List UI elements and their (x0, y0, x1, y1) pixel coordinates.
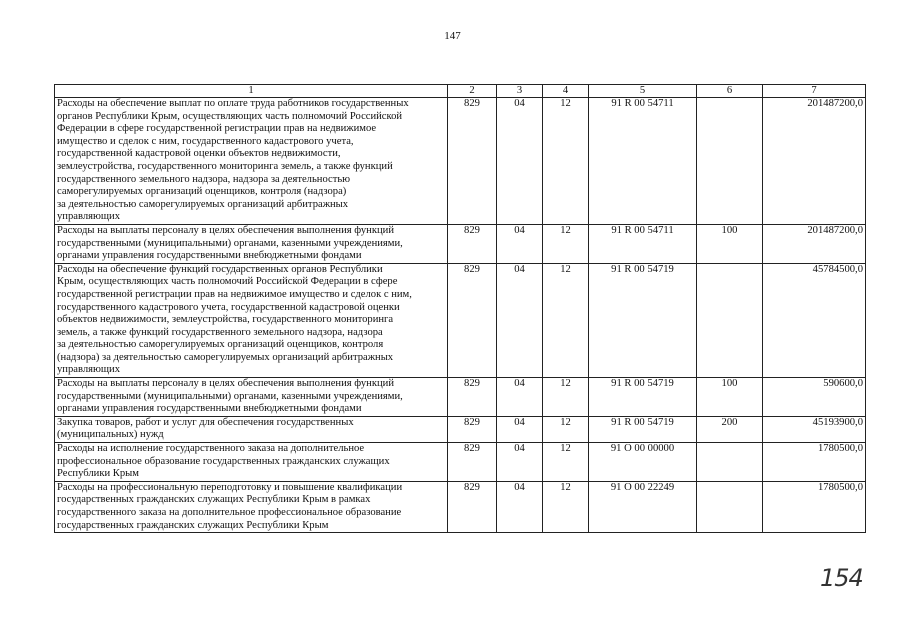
subsection-code-cell: 12 (543, 98, 589, 225)
description-line: Расходы на профессиональную переподготовку и повышение квалификации (57, 481, 403, 493)
amount-cell: 201487200,0 (763, 224, 866, 263)
amount-cell: 45193900,0 (763, 416, 866, 442)
subsection-code-cell: 12 (543, 481, 589, 532)
description-line: имущество и сделок с ним, государственного кадастрового учета, (57, 135, 354, 147)
column-header: 7 (763, 85, 866, 98)
ministry-code-cell: 829 (448, 481, 497, 532)
subsection-code-cell: 12 (543, 263, 589, 377)
description-line: государственными (муниципальными) органами, казенными учреждениями, (57, 390, 403, 402)
ministry-code-cell: 829 (448, 416, 497, 442)
description-line: объектов недвижимости, землеустройства, государственного мониторинга (57, 314, 394, 326)
page-number: 147 (444, 30, 461, 42)
table-row (55, 263, 866, 377)
description-line: органами управления государственными внебюджетными фондами (57, 403, 362, 415)
section-code-cell: 04 (497, 224, 543, 263)
description-line: государственных гражданских служащих Республики Крым в рамках (57, 494, 371, 506)
description-line: государственной кадастровой оценки объектов недвижимости, (57, 148, 341, 160)
subsection-code-cell: 12 (543, 224, 589, 263)
description-line: управляющих (57, 364, 121, 376)
header-row (55, 85, 866, 98)
subsection-code-cell: 12 (543, 443, 589, 482)
description-line: за деятельностью саморегулируемых организаций арбитражных (57, 198, 349, 210)
target-article-cell: 91 R 00 54719 (589, 263, 697, 377)
table-row (55, 416, 866, 442)
budget-table (54, 84, 866, 533)
expense-description (55, 378, 448, 417)
table-row (55, 224, 866, 263)
amount-cell: 1780500,0 (763, 481, 866, 532)
subsection-code-cell: 12 (543, 378, 589, 417)
description-line: Республики Крым (57, 468, 139, 480)
section-code-cell: 04 (497, 443, 543, 482)
expense-description (55, 443, 448, 482)
target-article-cell: 91 R 00 54711 (589, 224, 697, 263)
section-code-cell: 04 (497, 98, 543, 225)
section-code-cell: 04 (497, 378, 543, 417)
description-line: Расходы на выплаты персоналу в целях обеспечения выполнения функций (57, 378, 395, 390)
description-line: органов Республики Крым, осуществляющих часть полномочий Российской (57, 110, 403, 122)
description-line: Федерации в сфере государственной регистрации прав на недвижимое (57, 123, 377, 135)
description-line: государственного заказа на дополнительное профессиональное образование (57, 507, 402, 518)
column-header: 1 (55, 85, 448, 98)
ministry-code-cell: 829 (448, 378, 497, 417)
expense-type-cell (697, 481, 763, 532)
description-line: Расходы на обеспечение функций государственных органов Республики (57, 263, 383, 275)
expense-type-cell (697, 263, 763, 377)
description-line: землеустройства, государственного мониторинга земель, а также функций (57, 160, 393, 172)
description-line: управляющих (57, 211, 121, 223)
description-line: (надзора) за деятельностью саморегулируемых организаций арбитражных (57, 351, 394, 363)
description-line: государственной регистрации прав на недвижимое имущество и сделок с ним, (57, 288, 412, 300)
description-line: государственного земельного надзора, надзора за деятельностью (57, 173, 351, 185)
description-line: Расходы на исполнение государственного заказа на дополнительное (57, 443, 365, 455)
handwritten-page-number: 154 (820, 564, 863, 592)
target-article-cell: 91 R 00 54711 (589, 98, 697, 225)
section-code-cell: 04 (497, 481, 543, 532)
description-line: (муниципальных) нужд (57, 429, 164, 441)
column-header: 6 (697, 85, 763, 98)
description-line: Закупка товаров, работ и услуг для обеспечения государственных (57, 416, 354, 428)
expense-type-cell (697, 98, 763, 225)
ministry-code-cell: 829 (448, 224, 497, 263)
column-header: 5 (589, 85, 697, 98)
target-article-cell: 91 R 00 54719 (589, 416, 697, 442)
column-header: 2 (448, 85, 497, 98)
target-article-cell: 91 О 00 00000 (589, 443, 697, 482)
expense-type-cell: 100 (697, 224, 763, 263)
description-line: за деятельностью саморегулируемых организаций оценщиков, контроля (57, 339, 384, 351)
table-row (55, 98, 866, 225)
target-article-cell: 91 R 00 54719 (589, 378, 697, 417)
description-line: саморегулируемых организаций оценщиков, контроля (надзора) (57, 186, 347, 198)
column-header: 3 (497, 85, 543, 98)
expense-type-cell (697, 443, 763, 482)
expense-description (55, 263, 448, 377)
section-code-cell: 04 (497, 263, 543, 377)
ministry-code-cell: 829 (448, 98, 497, 225)
description-line: земель, а также функций государственного земельного надзора, надзора (57, 326, 383, 338)
description-line: государственного кадастрового учета, государственной кадастровой оценки (57, 301, 400, 313)
table-row (55, 443, 866, 482)
description-line: государственными (муниципальными) органами, казенными учреждениями, (57, 237, 403, 249)
description-line: органами управления государственными внебюджетными фондами (57, 250, 362, 262)
amount-cell: 45784500,0 (763, 263, 866, 377)
ministry-code-cell: 829 (448, 263, 497, 377)
target-article-cell: 91 О 00 22249 (589, 481, 697, 532)
description-line: профессиональное образование государственных гражданских служащих (57, 455, 390, 467)
amount-cell: 590600,0 (763, 378, 866, 417)
ministry-code-cell: 829 (448, 443, 497, 482)
description-line: Расходы на обеспечение выплат по оплате труда работников государственных (57, 98, 409, 109)
description-line: Расходы на выплаты персоналу в целях обеспечения выполнения функций (57, 224, 395, 236)
expense-description (55, 481, 448, 532)
amount-cell: 1780500,0 (763, 443, 866, 482)
expense-description (55, 224, 448, 263)
expense-type-cell: 100 (697, 378, 763, 417)
expense-description (55, 98, 448, 225)
subsection-code-cell: 12 (543, 416, 589, 442)
description-line: государственных гражданских служащих Республики Крым (57, 519, 329, 531)
section-code-cell: 04 (497, 416, 543, 442)
table-row (55, 481, 866, 532)
expense-type-cell: 200 (697, 416, 763, 442)
amount-cell: 201487200,0 (763, 98, 866, 225)
table-body (55, 98, 866, 533)
table-row (55, 378, 866, 417)
description-line: Крым, осуществляющих часть полномочий Российской Федерации в сфере (57, 276, 398, 288)
column-header: 4 (543, 85, 589, 98)
expense-description (55, 416, 448, 442)
